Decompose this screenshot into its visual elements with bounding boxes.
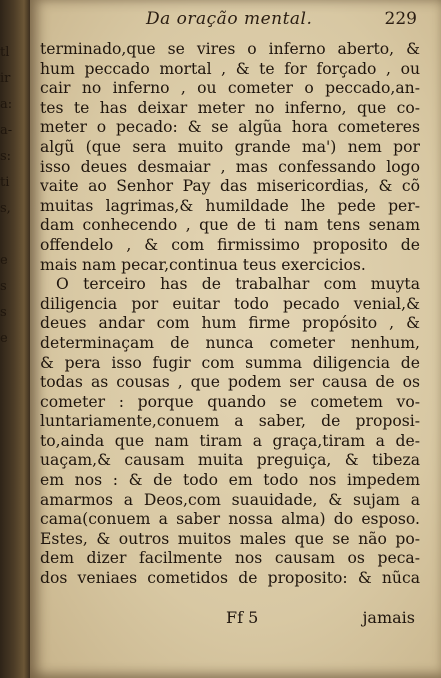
- text-line: tes te has deixar meter no inferno, que co-: [40, 98, 420, 117]
- margin-fragment: [0, 482, 14, 508]
- facing-page-margin: [0, 40, 14, 534]
- text-line: deues andar com hum firme propósito , &: [40, 314, 420, 333]
- text-line: cama(conuem a saber nossa alma) do esposo.: [40, 510, 420, 529]
- text-line: diligencia por euitar todo pecado venial,&: [40, 294, 420, 313]
- margin-fragment: [0, 222, 14, 248]
- margin-fragment: e: [0, 253, 8, 268]
- text-line: & pera isso fugir com summa diligencia de: [40, 353, 420, 372]
- text-line: to,ainda que nam tiram a graça,tiram a de-: [40, 431, 420, 450]
- margin-fragment: [0, 404, 14, 430]
- margin-fragment: a-: [0, 123, 13, 138]
- catchword: jamais: [362, 608, 415, 627]
- signature-mark: Ff 5: [226, 608, 259, 627]
- text-line: Estes, & outros muitos males que se não po-: [40, 529, 420, 548]
- margin-fragment: e: [0, 331, 8, 346]
- book-spine-edge: [0, 0, 30, 678]
- text-line: mais nam pecar,continua teus exercicios.: [40, 255, 366, 274]
- margin-fragment: [0, 378, 14, 404]
- margin-fragment: [0, 508, 14, 534]
- text-line: muitas lagrimas,& humildade lhe pede per-: [40, 196, 420, 215]
- page-number: 229: [384, 9, 417, 29]
- text-line: terminado,que se vires o inferno aberto, &: [40, 40, 420, 58]
- text-line: cometer : porque quando se cometem vo-: [40, 392, 420, 411]
- text-line: determinaçam de nunca cometer nenhum,: [40, 333, 420, 352]
- margin-fragment: [0, 352, 14, 378]
- page-body-text: [40, 40, 420, 589]
- margin-fragment: a:: [0, 97, 13, 112]
- text-line: vaite ao Senhor Pay das misericordias, & cõ: [40, 177, 420, 196]
- text-line: meter o pecado: & se algũa hora cometeres: [40, 118, 420, 137]
- text-line: cair no inferno , ou cometer o peccado,an-: [40, 79, 420, 98]
- text-line: uaçam,& causam muita preguiça, & tibeza: [40, 451, 420, 470]
- book-page: [30, 0, 441, 678]
- text-line: dam conhecendo , que de ti nam tens senam: [40, 216, 420, 235]
- margin-fragment: [0, 430, 14, 456]
- page-footer: [30, 608, 441, 632]
- margin-fragment: ir: [0, 71, 11, 86]
- margin-fragment: [0, 456, 14, 482]
- text-line: todas as cousas , que podem ser causa de os: [40, 373, 420, 392]
- text-line: luntariamente,conuem a saber, de proposi-: [40, 412, 420, 431]
- text-line: amarmos a Deos,com suauidade, & sujam a: [40, 490, 420, 509]
- text-line: hum peccado mortal , & te for forçado , ou: [40, 59, 420, 78]
- text-line: isso deues desmaiar , mas confessando logo: [40, 157, 420, 176]
- page-header: [30, 9, 441, 33]
- text-line: dos veniaes cometidos de proposito: & nũca: [40, 569, 420, 588]
- margin-fragment: s: [0, 305, 7, 320]
- margin-fragment: s:: [0, 149, 12, 164]
- margin-fragment: s,: [0, 201, 11, 216]
- text-line: dem dizer facilmente nos causam os peca-: [40, 549, 420, 568]
- text-line: O terceiro has de trabalhar com muyta: [56, 275, 420, 294]
- running-title: Da oração mental.: [146, 9, 313, 29]
- margin-fragment: s: [0, 279, 7, 294]
- text-line: algũ (que sera muito grande ma') nem por: [40, 137, 420, 156]
- text-line: em nos : & de todo em todo nos impedem: [40, 471, 420, 490]
- text-line: offendelo , & com firmissimo proposito de: [40, 235, 420, 254]
- margin-fragment: tl: [0, 45, 10, 60]
- margin-fragment: ti: [0, 175, 10, 190]
